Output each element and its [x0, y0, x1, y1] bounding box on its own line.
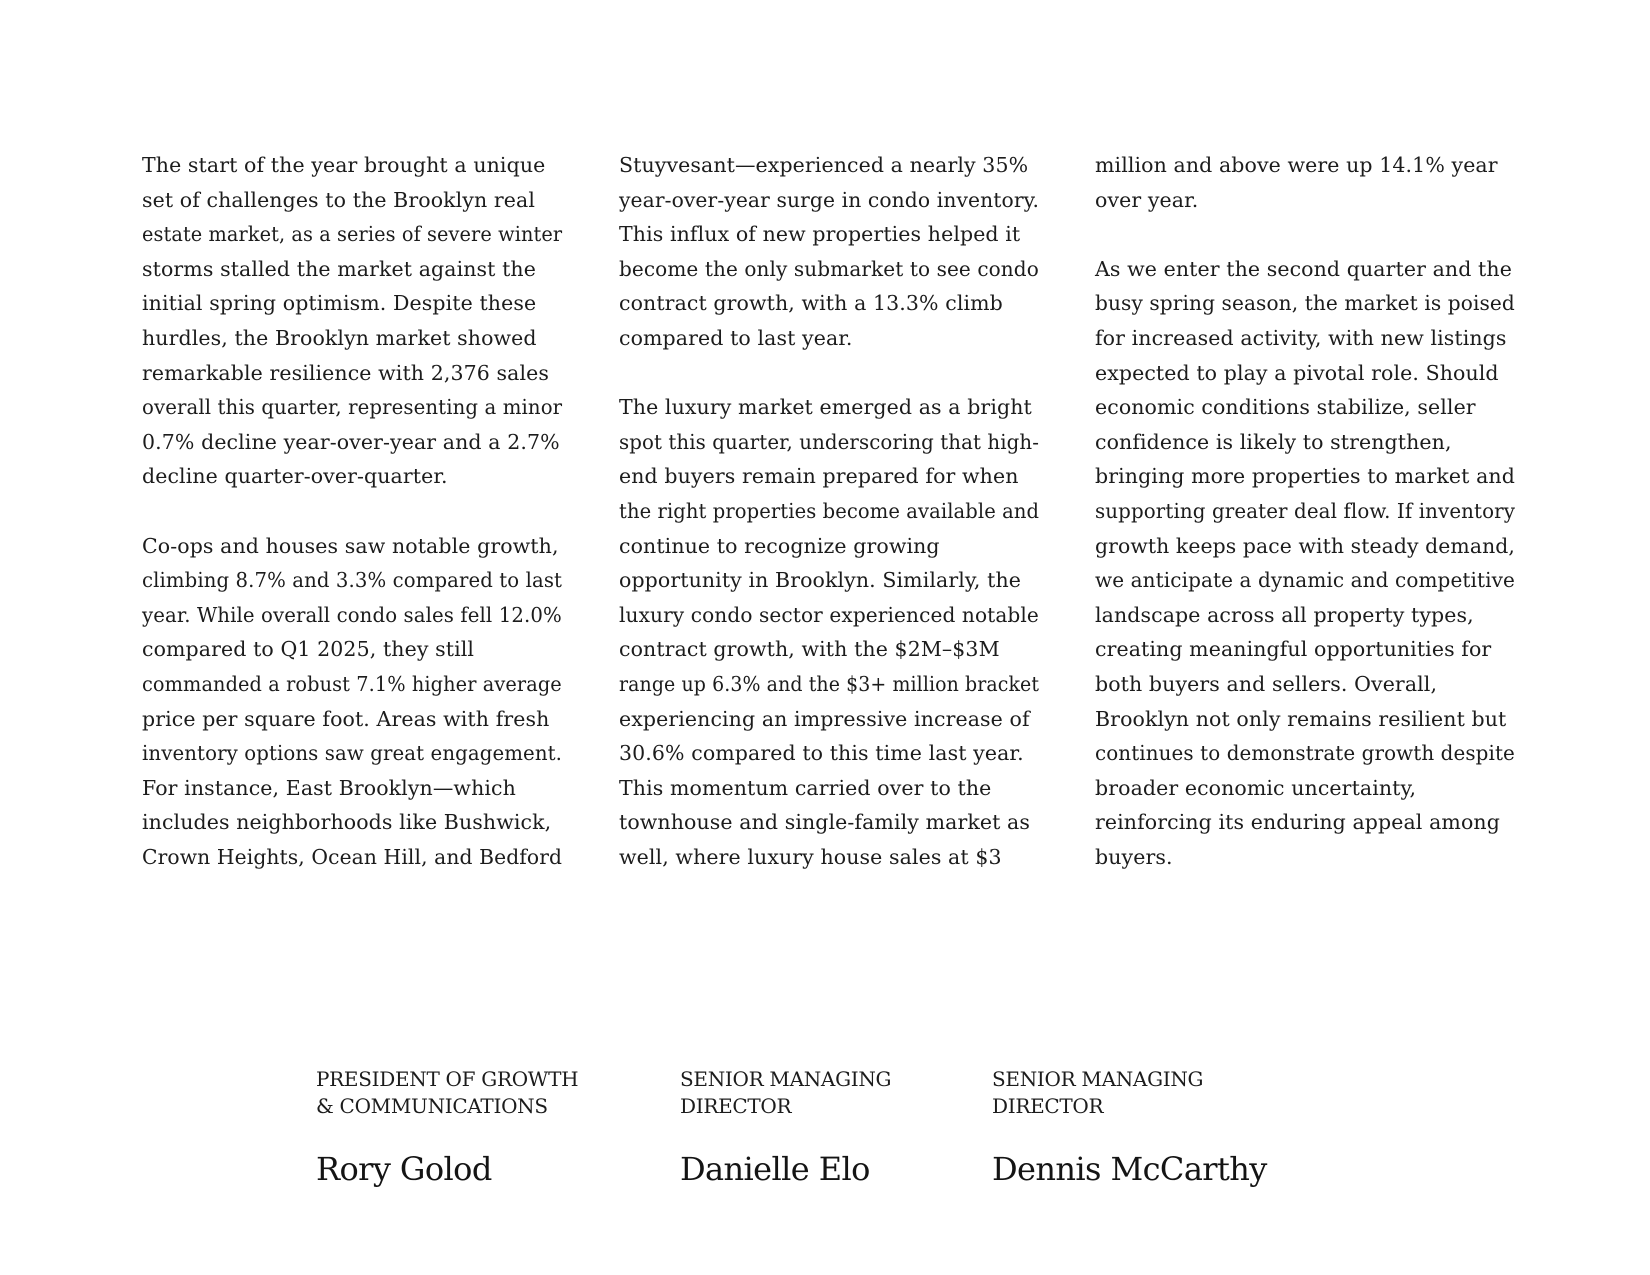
- paragraph-line: broader economic uncertainty,: [1095, 775, 1417, 800]
- paragraph-line: remarkable resilience with 2,376 sales: [142, 360, 549, 385]
- paragraph-line: 30.6% compared to this time last year.: [619, 741, 1024, 766]
- paragraph-line: growth keeps pace with steady demand,: [1095, 533, 1515, 558]
- paragraph-line: set of challenges to the Brooklyn real: [142, 187, 536, 212]
- paragraph-line: For instance, East Brooklyn—which: [142, 775, 516, 800]
- paragraph-line: initial spring optimism. Despite these: [142, 291, 537, 316]
- paragraph-line: spot this quarter, underscoring that high-: [619, 429, 1040, 454]
- signatory-name: Dennis McCarthy: [992, 1150, 1267, 1188]
- paragraph-line: commanded a robust 7.1% higher average: [142, 672, 562, 696]
- paragraph-line: climbing 8.7% and 3.3% compared to last: [142, 568, 563, 593]
- paragraph-line: continue to recognize growing: [619, 533, 940, 558]
- paragraph-line: The luxury market emerged as a bright: [619, 395, 1032, 420]
- paragraph-line: decline quarter-over-quarter.: [142, 464, 448, 489]
- paragraph-line: supporting greater deal flow. If inventory: [1095, 499, 1516, 523]
- signatory-title: SENIOR MANAGING: [992, 1067, 1204, 1091]
- paragraph-line: busy spring season, the market is poised: [1095, 291, 1515, 316]
- signatory-name: Rory Golod: [316, 1150, 492, 1188]
- paragraph-line: confidence is likely to strengthen,: [1095, 429, 1452, 454]
- paragraph-line: continues to demonstrate growth despite: [1095, 741, 1515, 766]
- paragraph-line: opportunity in Brooklyn. Similarly, the: [619, 568, 1021, 593]
- paragraph-line: million and above were up 14.1% year: [1095, 153, 1498, 177]
- paragraph-line: compared to Q1 2025, they still: [142, 637, 475, 662]
- paragraph-line: buyers.: [1095, 845, 1173, 869]
- paragraph-line: landscape across all property types,: [1095, 602, 1474, 627]
- paragraph-line: compared to last year.: [619, 326, 853, 350]
- paragraph-line: Crown Heights, Ocean Hill, and Bedford: [142, 845, 563, 869]
- paragraph-line: contract growth, with the $2M–$3M: [619, 637, 1000, 662]
- paragraph-line: both buyers and sellers. Overall,: [1095, 672, 1438, 696]
- paragraph-line: This momentum carried over to the: [619, 775, 992, 800]
- paragraph-line: luxury condo sector experienced notable: [619, 602, 1039, 627]
- paragraph-line: townhouse and single-family market as: [619, 810, 1030, 835]
- paragraph-line: Co-ops and houses saw notable growth,: [142, 533, 559, 558]
- paragraph-line: creating meaningful opportunities for: [1095, 637, 1492, 662]
- paragraph-line: economic conditions stabilize, seller: [1095, 395, 1476, 420]
- paragraph-line: over year.: [1095, 187, 1199, 212]
- paragraph-line: Brooklyn not only remains resilient but: [1095, 706, 1507, 731]
- paragraph-line: price per square foot. Areas with fresh: [142, 706, 550, 731]
- paragraph-line: This influx of new properties helped it: [619, 222, 1021, 247]
- signatory-title: DIRECTOR: [992, 1094, 1104, 1118]
- paragraph-line: well, where luxury house sales at $3: [619, 845, 1002, 869]
- paragraph-line: expected to play a pivotal role. Should: [1095, 360, 1499, 385]
- paragraph-line: the right properties become available and: [619, 499, 1040, 523]
- paragraph-line: hurdles, the Brooklyn market showed: [142, 326, 537, 350]
- paragraph-line: we anticipate a dynamic and competitive: [1095, 568, 1516, 593]
- paragraph-line: Stuyvesant—experienced a nearly 35%: [619, 153, 1029, 177]
- paragraph-line: The start of the year brought a unique: [142, 153, 546, 177]
- paragraph-line: storms stalled the market against the: [142, 256, 536, 281]
- signatory-title: SENIOR MANAGING: [680, 1067, 892, 1091]
- paragraph-line: reinforcing its enduring appeal among: [1095, 810, 1500, 835]
- paragraph-line: bringing more properties to market and: [1095, 464, 1515, 489]
- paragraph-line: end buyers remain prepared for when: [619, 464, 1019, 489]
- paragraph-line: 0.7% decline year-over-year and a 2.7%: [142, 429, 560, 454]
- paragraph-line: year. While overall condo sales fell 12.0%: [142, 602, 562, 627]
- signatory-title: PRESIDENT OF GROWTH: [316, 1067, 579, 1091]
- signatory-name: Danielle Elo: [680, 1150, 870, 1188]
- paragraph-line: range up 6.3% and the $3+ million bracket: [619, 672, 1040, 696]
- signatory-title: DIRECTOR: [680, 1094, 792, 1118]
- paragraph-line: estate market, as a series of severe winter: [142, 222, 563, 247]
- paragraph-line: As we enter the second quarter and the: [1095, 256, 1512, 281]
- paragraph-line: for increased activity, with new listings: [1095, 326, 1507, 350]
- paragraph-line: includes neighborhoods like Bushwick,: [142, 810, 552, 835]
- signatory-title: & COMMUNICATIONS: [316, 1094, 548, 1118]
- paragraph-line: become the only submarket to see condo: [619, 256, 1039, 281]
- paragraph-line: inventory options saw great engagement.: [142, 741, 563, 766]
- paragraph-line: experiencing an impressive increase of: [619, 706, 1030, 731]
- paragraph-line: contract growth, with a 13.3% climb: [619, 291, 1003, 316]
- paragraph-line: year-over-year surge in condo inventory.: [619, 187, 1040, 212]
- paragraph-line: overall this quarter, representing a minor: [142, 395, 563, 420]
